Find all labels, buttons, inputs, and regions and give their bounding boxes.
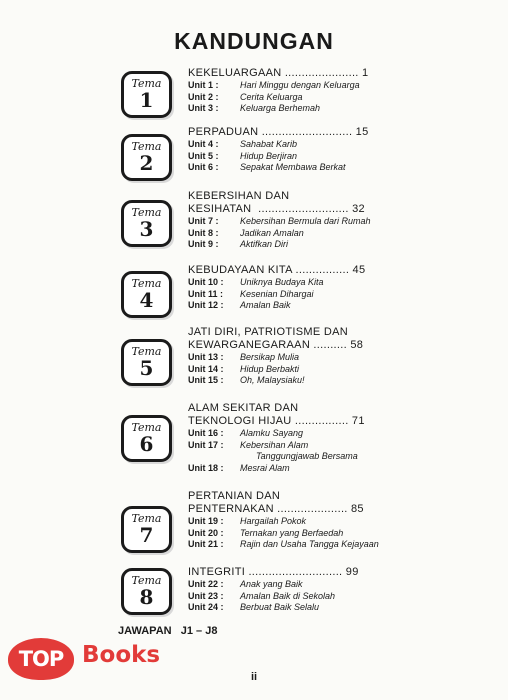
theme-text: [188, 326, 488, 387]
theme-text: [188, 190, 488, 251]
unit-name: Kebersihan Alam: [240, 439, 309, 450]
unit-row[interactable]: [188, 300, 488, 312]
unit-row[interactable]: [188, 579, 488, 591]
unit-code: Unit 3 :: [188, 103, 219, 113]
badge-number: 7: [139, 523, 154, 547]
unit-code: Unit 11 :: [188, 288, 224, 299]
unit-row[interactable]: [188, 364, 488, 376]
unit-name: Jadikan Amalan: [240, 227, 304, 238]
badge-number: 5: [139, 356, 154, 380]
unit-code: Unit 1 :: [188, 80, 219, 90]
unit-name: Oh, Malaysiaku!: [240, 375, 305, 385]
theme-title[interactable]: PERPADUAN ........................... 15: [188, 126, 369, 138]
badge-number: 4: [139, 288, 154, 312]
theme-title[interactable]: KESIHATAN ........................... 32: [188, 203, 365, 215]
unit-name: Aktifkan Diri: [240, 239, 289, 249]
unit-row[interactable]: [188, 602, 488, 614]
unit-row[interactable]: [188, 103, 488, 115]
unit-code: Unit 20 :: [188, 527, 224, 538]
badge-label: Tema: [131, 206, 162, 219]
unit-row[interactable]: [188, 162, 488, 174]
page-number: ii: [250, 671, 258, 683]
unit-name: Uniknya Budaya Kita: [240, 277, 324, 287]
unit-code: Unit 9 :: [188, 239, 219, 249]
theme-text: [188, 126, 488, 174]
unit-name: Alamku Sayang: [240, 428, 304, 438]
unit-name: Tanggungjawab Bersama: [256, 451, 358, 461]
theme-badge: [121, 271, 172, 318]
theme-text: [188, 402, 488, 474]
unit-name: Rajin dan Usaha Tangga Kejayaan: [240, 539, 379, 549]
unit-code: Unit 10 :: [188, 277, 224, 287]
badge-number: 6: [139, 432, 154, 456]
unit-name: Bersikap Mulia: [240, 352, 300, 362]
badge-number: 3: [139, 217, 154, 241]
unit-row[interactable]: [188, 289, 488, 301]
unit-row[interactable]: [188, 463, 488, 475]
theme-badge: [121, 71, 172, 118]
unit-name: Kebersihan Bermula dari Rumah: [240, 216, 371, 226]
unit-name: Hari Minggu dengan Keluarga: [240, 80, 360, 90]
theme-title[interactable]: TEKNOLOGI HIJAU ................ 71: [188, 415, 365, 427]
badge-label: Tema: [131, 77, 162, 90]
badge-label: Tema: [131, 421, 162, 434]
theme-badge: [121, 506, 172, 553]
unit-row[interactable]: [188, 239, 488, 251]
unit-code: Unit 19 :: [188, 516, 224, 526]
theme-text: [188, 264, 488, 312]
theme-badge: [121, 200, 172, 247]
unit-code: Unit 4 :: [188, 139, 219, 149]
unit-code: Unit 6 :: [188, 162, 219, 172]
unit-row[interactable]: [188, 92, 488, 104]
theme-text: [188, 566, 488, 614]
theme-title[interactable]: ALAM SEKITAR DAN: [188, 402, 299, 414]
badge-label: Tema: [131, 574, 162, 587]
unit-name: Hidup Berbakti: [240, 363, 300, 374]
theme-title[interactable]: KEWARGANEGARAAN .......... 58: [188, 339, 364, 351]
badge-number: 2: [139, 151, 154, 175]
unit-code: Unit 7 :: [188, 216, 219, 226]
unit-row[interactable]: [188, 139, 488, 151]
unit-row[interactable]: [188, 80, 488, 92]
logo-top-badge: TOP: [8, 638, 74, 680]
unit-code: Unit 13 :: [188, 352, 224, 362]
theme-text: [188, 490, 488, 551]
unit-code: Unit 2 :: [188, 91, 219, 102]
unit-row[interactable]: [188, 539, 488, 551]
unit-code: Unit 21 :: [188, 539, 224, 549]
theme-badge: [121, 568, 172, 615]
unit-row[interactable]: [188, 440, 488, 452]
theme-badge: [121, 339, 172, 386]
unit-code: Unit 12 :: [188, 300, 224, 310]
unit-row[interactable]: [188, 528, 488, 540]
theme-text: [188, 67, 488, 115]
unit-row[interactable]: [188, 428, 488, 440]
theme-title[interactable]: PENTERNAKAN ..................... 85: [188, 503, 364, 515]
unit-code: Unit 23 :: [188, 590, 224, 601]
unit-name: Anak yang Baik: [240, 579, 303, 589]
answers-entry: JAWAPAN J1 – J8: [118, 625, 218, 637]
theme-badge: [121, 415, 172, 462]
unit-name: Ternakan yang Berfaedah: [240, 527, 344, 538]
unit-code: Unit 18 :: [188, 462, 224, 473]
unit-row[interactable]: [188, 516, 488, 528]
unit-row[interactable]: [188, 216, 488, 228]
unit-name: Hargailah Pokok: [240, 516, 307, 526]
unit-code: Unit 15 :: [188, 375, 224, 385]
unit-row[interactable]: [188, 151, 488, 163]
unit-name: Sahabat Karib: [240, 139, 298, 149]
unit-name: Kesenian Dihargai: [240, 288, 314, 299]
unit-code: Unit 24 :: [188, 602, 224, 612]
unit-code: Unit 8 :: [188, 227, 219, 238]
page-title: KANDUNGAN: [174, 28, 334, 54]
unit-code: Unit 17 :: [188, 439, 224, 450]
theme-title[interactable]: KEKELUARGAAN ...................... 1: [188, 67, 369, 79]
unit-row[interactable]: [188, 228, 488, 240]
theme-badge: [121, 134, 172, 181]
unit-name: Amalan Baik di Sekolah: [240, 590, 336, 601]
badge-label: Tema: [131, 140, 162, 153]
unit-code: Unit 14 :: [188, 363, 224, 374]
badge-label: Tema: [131, 345, 162, 358]
badge-number: 1: [139, 88, 154, 112]
unit-row[interactable]: [188, 375, 488, 387]
unit-name: Amalan Baik: [240, 300, 291, 310]
logo-books-text: Books: [82, 642, 161, 668]
unit-row[interactable]: [188, 277, 488, 289]
theme-title[interactable]: JATI DIRI, PATRIOTISME DAN: [188, 326, 348, 338]
unit-row[interactable]: [188, 451, 488, 463]
unit-code: Unit 5 :: [188, 150, 219, 161]
unit-row[interactable]: [188, 352, 488, 364]
badge-number: 8: [139, 585, 154, 609]
unit-code: Unit 22 :: [188, 579, 224, 589]
theme-title[interactable]: KEBERSIHAN DAN: [188, 190, 290, 202]
unit-name: Sepakat Membawa Berkat: [240, 162, 346, 172]
unit-row[interactable]: [188, 591, 488, 603]
theme-title[interactable]: INTEGRITI ............................ 99: [188, 566, 359, 578]
badge-label: Tema: [131, 512, 162, 525]
unit-name: Berbuat Baik Selalu: [240, 602, 320, 612]
unit-name: Hidup Berjiran: [240, 150, 298, 161]
badge-label: Tema: [131, 277, 162, 290]
unit-name: Cerita Keluarga: [240, 91, 303, 102]
topbooks-logo: [0, 632, 190, 684]
unit-name: Keluarga Berhemah: [240, 103, 321, 113]
theme-title[interactable]: PERTANIAN DAN: [188, 490, 281, 502]
unit-name: Mesrai Alam: [240, 462, 290, 473]
theme-title[interactable]: KEBUDAYAAN KITA ................ 45: [188, 264, 366, 276]
unit-code: Unit 16 :: [188, 428, 224, 438]
